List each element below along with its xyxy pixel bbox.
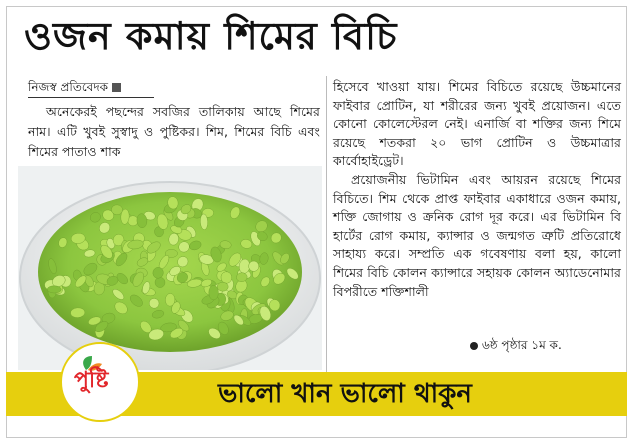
byline-square-icon xyxy=(112,83,121,92)
bullet-icon xyxy=(470,342,478,350)
left-line-2: শিমের নাম। এটি খুবই সুস্বাদু ও পুষ্টিকর। xyxy=(28,104,320,139)
bean xyxy=(209,285,219,300)
left-line-1: অনেকেরই পছন্দের সবজির তালিকায় আছে xyxy=(46,104,282,119)
right-column xyxy=(333,78,621,301)
byline xyxy=(28,78,121,96)
right-paragraph-1: হিসেবে খাওয়া যায়। শিমের বিচিতে রয়েছে উচ্চমানের ফাইবার প্রোটিন, যা শরীরের জন্য খুবই প্রয়োজন। এতে কোনো কোলেস্টেরল নেই। এনার্জি বা শক্তির জন্য শিমে রয়েছে শতকরা ২০ ভাগ প্রোটিন ও উচ্চমাত্রার কার্বোহাইড্রেট। xyxy=(333,79,621,169)
bean-bowl-illustration xyxy=(18,166,322,370)
bean xyxy=(47,286,61,293)
byline-text: নিজস্ব প্রতিবেদক xyxy=(28,80,109,94)
pushti-logo xyxy=(60,342,140,422)
continued-text: ৬ষ্ঠ পৃষ্ঠার ১ম ক. xyxy=(482,338,562,352)
right-paragraph-2: প্রয়োজনীয় ভিটামিন এবং আয়রন রয়েছে শিমের বিচিতে। শিম থেকে প্রাপ্ত ফাইবার একাধারে ওজন কমায়, শক্তি জোগায় ও ক্রনিক রোগ দূর করে। এর ভিটামিন বি হার্টের রোগ কমায়, ক্যান্সার ও জন্মগত ত্রুটি প্রতিরোধে সাহায্য করে। সম্প্রতি এক গবেষণায় বলা হয়, কালো শিমের বিচি কোলন ক্যান্সারে সহায়ক কোলন অ্যাডেনোমার বিপরীতে শক্তিশালী xyxy=(333,171,621,299)
logo-text: পুষ্টি xyxy=(74,368,109,393)
continued-marker xyxy=(470,336,562,354)
column-divider xyxy=(326,76,327,372)
left-column xyxy=(28,102,320,162)
byline-underline xyxy=(28,97,154,98)
headline: ওজন কমায় শিমের বিচি xyxy=(24,14,398,58)
left-paragraph xyxy=(28,102,320,162)
left-line-3: শিম, শিমের বিচি এবং শিমের পাতাও শাক xyxy=(28,124,320,159)
bean-photo xyxy=(18,166,322,370)
slogan: ভালো খান ভালো থাকুন xyxy=(218,379,472,409)
bean xyxy=(217,282,228,291)
